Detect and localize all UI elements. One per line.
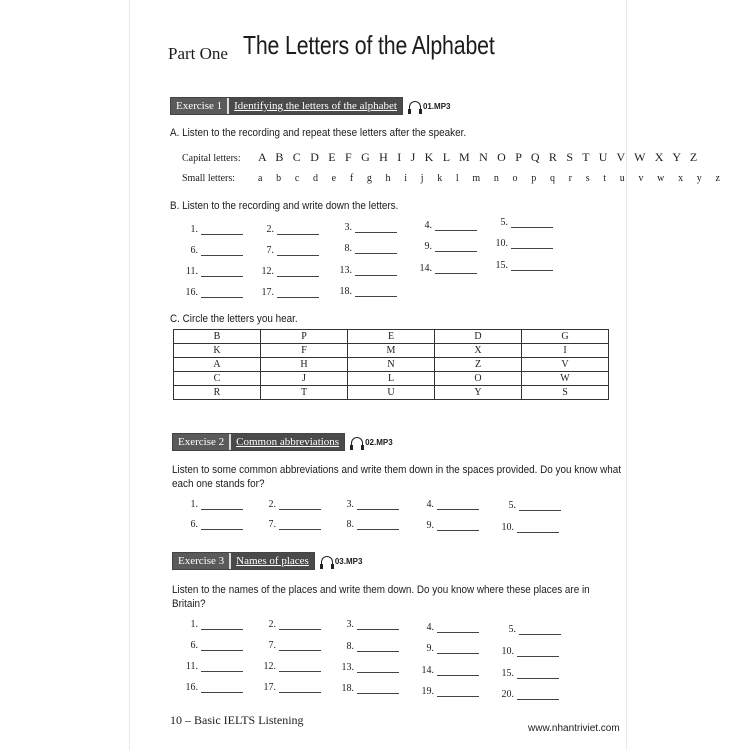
answer-blank[interactable] xyxy=(184,661,243,672)
blank-number: 6. xyxy=(190,245,198,256)
answer-blank[interactable] xyxy=(502,500,561,511)
letter-cell[interactable]: H xyxy=(261,358,348,372)
blank-number: 16. xyxy=(185,682,198,693)
blank-number: 11. xyxy=(185,661,198,672)
capital-letters: A B C D E F G H I J K L M N O P Q R S T U V W X Y Z xyxy=(258,150,701,164)
letter-cell[interactable]: D xyxy=(435,330,522,344)
blank-line[interactable] xyxy=(435,222,477,231)
blank-line[interactable] xyxy=(279,501,321,510)
blank-line[interactable] xyxy=(201,684,243,693)
exercise1-name: Identifying the letters of the alphabet xyxy=(229,98,402,114)
blank-number: 7. xyxy=(266,245,274,256)
blank-line[interactable] xyxy=(277,289,319,298)
letter-cell[interactable]: E xyxy=(348,330,435,344)
website-link[interactable]: www.nhantriviet.com xyxy=(528,723,620,734)
exercise3-audio[interactable] xyxy=(321,556,363,567)
blank-number: 14. xyxy=(419,263,432,274)
answer-blank[interactable] xyxy=(184,245,243,256)
blank-number: 10. xyxy=(501,522,514,533)
table-row xyxy=(174,330,609,344)
small-letters-label: Small letters: xyxy=(182,173,236,184)
answer-blank[interactable] xyxy=(184,499,243,510)
exercise2-banner xyxy=(172,433,345,451)
letter-cell[interactable]: K xyxy=(174,344,261,358)
answer-blank[interactable] xyxy=(262,661,321,672)
part-label: Part One xyxy=(168,44,228,63)
blank-line[interactable] xyxy=(511,240,553,249)
table-row xyxy=(174,386,609,400)
answer-blank[interactable] xyxy=(262,682,321,693)
blank-number: 5. xyxy=(500,217,508,228)
blank-line[interactable] xyxy=(357,685,399,694)
answer-blank[interactable] xyxy=(420,686,479,697)
blank-line[interactable] xyxy=(437,645,479,654)
blank-number: 3. xyxy=(346,499,354,510)
blank-line[interactable] xyxy=(201,268,243,277)
answer-blank[interactable] xyxy=(420,622,479,633)
exercise2-header xyxy=(172,433,393,451)
answer-blank[interactable] xyxy=(340,683,399,694)
exercise1-audio[interactable] xyxy=(409,101,451,112)
answer-blank[interactable] xyxy=(260,287,319,298)
page-footer: 10 – Basic IELTS Listening xyxy=(170,713,304,727)
answer-blank[interactable] xyxy=(338,265,397,276)
answer-blank[interactable] xyxy=(340,641,399,652)
blank-line[interactable] xyxy=(517,670,559,679)
exercise1-part-a: A. Listen to the recording and repeat these letters after the speaker. xyxy=(170,127,467,139)
page-title: The Letters of the Alphabet xyxy=(243,30,495,60)
blank-number: 4. xyxy=(424,220,432,231)
blank-number: 15. xyxy=(501,668,514,679)
letter-cell[interactable]: U xyxy=(348,386,435,400)
exercise3-number: Exercise 3 xyxy=(173,553,231,569)
answer-blank[interactable] xyxy=(494,238,553,249)
blank-number: 10. xyxy=(501,646,514,657)
answer-blank[interactable] xyxy=(260,266,319,277)
letter-cell[interactable]: X xyxy=(435,344,522,358)
blank-number: 5. xyxy=(508,500,516,511)
blank-line[interactable] xyxy=(357,521,399,530)
answer-blank[interactable] xyxy=(420,499,479,510)
answer-blank[interactable] xyxy=(340,519,399,530)
blank-number: 6. xyxy=(190,519,198,530)
letter-cell[interactable]: I xyxy=(522,344,609,358)
blank-line[interactable] xyxy=(355,224,397,233)
blank-line[interactable] xyxy=(201,642,243,651)
blank-number: 12. xyxy=(261,266,274,277)
letter-cell[interactable]: F xyxy=(261,344,348,358)
letter-cell[interactable]: S xyxy=(522,386,609,400)
blank-number: 12. xyxy=(263,661,276,672)
table-row xyxy=(174,358,609,372)
blank-line[interactable] xyxy=(201,289,243,298)
answer-blank[interactable] xyxy=(184,619,243,630)
blank-line[interactable] xyxy=(277,226,319,235)
letter-cell[interactable]: B xyxy=(174,330,261,344)
blank-number: 3. xyxy=(344,222,352,233)
exercise3-instruction: Listen to the names of the places and write them down. Do you know where these places are in Britain? xyxy=(172,584,590,610)
blank-line[interactable] xyxy=(357,664,399,673)
blank-line[interactable] xyxy=(355,267,397,276)
exercise1-banner xyxy=(170,97,403,115)
capital-letters-row xyxy=(182,150,700,165)
letter-cell[interactable]: G xyxy=(522,330,609,344)
blank-line[interactable] xyxy=(201,226,243,235)
blank-line[interactable] xyxy=(437,501,479,510)
blank-number: 16. xyxy=(185,287,198,298)
answer-blank[interactable] xyxy=(184,287,243,298)
answer-blank[interactable] xyxy=(338,222,397,233)
answer-blank[interactable] xyxy=(338,286,397,297)
letter-cell[interactable]: V xyxy=(522,358,609,372)
answer-blank[interactable] xyxy=(418,241,477,252)
blank-line[interactable] xyxy=(517,524,559,533)
blank-number: 15. xyxy=(495,260,508,271)
blank-number: 9. xyxy=(426,520,434,531)
blank-line[interactable] xyxy=(277,247,319,256)
exercise2-name: Common abbreviations xyxy=(231,434,344,450)
blank-line[interactable] xyxy=(355,288,397,297)
blank-number: 13. xyxy=(339,265,352,276)
letter-cell[interactable]: W xyxy=(522,372,609,386)
headphones-icon xyxy=(351,437,363,448)
letter-cell[interactable]: Z xyxy=(435,358,522,372)
letter-cell[interactable]: T xyxy=(261,386,348,400)
answer-blank[interactable] xyxy=(494,217,553,228)
answer-blank[interactable] xyxy=(418,263,477,274)
blank-number: 2. xyxy=(266,224,274,235)
answer-blank[interactable] xyxy=(420,665,479,676)
blank-number: 3. xyxy=(346,619,354,630)
letter-cell[interactable]: P xyxy=(261,330,348,344)
blank-line[interactable] xyxy=(519,502,561,511)
exercise1-header xyxy=(170,97,451,115)
exercise1-part-c: C. Circle the letters you hear. xyxy=(170,313,298,325)
answer-blank[interactable] xyxy=(338,243,397,254)
answer-blank[interactable] xyxy=(420,520,479,531)
blank-number: 8. xyxy=(346,519,354,530)
answer-blank[interactable] xyxy=(418,220,477,231)
answer-blank[interactable] xyxy=(262,640,321,651)
answer-blank[interactable] xyxy=(262,499,321,510)
small-letters-row xyxy=(182,172,726,184)
blank-line[interactable] xyxy=(517,648,559,657)
blank-number: 19. xyxy=(421,686,434,697)
blank-line[interactable] xyxy=(437,624,479,633)
exercise2-instruction: Listen to some common abbreviations and write them down in the spaces provided. Do you know what each one stands for? xyxy=(172,464,622,490)
blank-number: 13. xyxy=(341,662,354,673)
exercise2-audio[interactable] xyxy=(351,437,393,448)
blank-line[interactable] xyxy=(437,667,479,676)
blank-line[interactable] xyxy=(437,522,479,531)
blank-line[interactable] xyxy=(279,684,321,693)
blank-number: 2. xyxy=(268,499,276,510)
blank-number: 8. xyxy=(346,641,354,652)
blank-number: 18. xyxy=(341,683,354,694)
headphones-icon xyxy=(321,556,333,567)
blank-number: 1. xyxy=(190,619,198,630)
blank-number: 5. xyxy=(508,624,516,635)
letter-cell[interactable]: A xyxy=(174,358,261,372)
blank-line[interactable] xyxy=(357,501,399,510)
blank-line[interactable] xyxy=(435,243,477,252)
answer-blank[interactable] xyxy=(260,245,319,256)
blank-number: 17. xyxy=(261,287,274,298)
letter-cell[interactable]: C xyxy=(174,372,261,386)
blank-number: 9. xyxy=(424,241,432,252)
letter-cell[interactable]: R xyxy=(174,386,261,400)
blank-number: 9. xyxy=(426,643,434,654)
exercise3-header xyxy=(172,552,362,570)
answer-blank[interactable] xyxy=(184,682,243,693)
blank-number: 11. xyxy=(185,266,198,277)
blank-number: 10. xyxy=(495,238,508,249)
audio-track-label: 03.MP3 xyxy=(334,556,363,566)
blank-line[interactable] xyxy=(357,643,399,652)
headphones-icon xyxy=(409,101,421,112)
blank-line[interactable] xyxy=(277,268,319,277)
answer-blank[interactable] xyxy=(340,499,399,510)
exercise3-name: Names of places xyxy=(231,553,314,569)
blank-number: 2. xyxy=(268,619,276,630)
blank-number: 1. xyxy=(190,224,198,235)
letter-cell[interactable]: O xyxy=(435,372,522,386)
blank-line[interactable] xyxy=(201,247,243,256)
blank-number: 4. xyxy=(426,499,434,510)
blank-line[interactable] xyxy=(201,621,243,630)
blank-number: 6. xyxy=(190,640,198,651)
blank-line[interactable] xyxy=(279,521,321,530)
blank-number: 4. xyxy=(426,622,434,633)
answer-blank[interactable] xyxy=(184,266,243,277)
blank-line[interactable] xyxy=(519,626,561,635)
exercise3-banner xyxy=(172,552,315,570)
blank-number: 7. xyxy=(268,519,276,530)
answer-blank[interactable] xyxy=(262,519,321,530)
blank-line[interactable] xyxy=(517,691,559,700)
blank-line[interactable] xyxy=(511,219,553,228)
exercise1-part-b: B. Listen to the recording and write down the letters. xyxy=(170,200,399,212)
blank-line[interactable] xyxy=(201,521,243,530)
letter-cell[interactable]: Y xyxy=(435,386,522,400)
table-row xyxy=(174,372,609,386)
answer-blank[interactable] xyxy=(184,640,243,651)
blank-number: 18. xyxy=(339,286,352,297)
audio-track-label: 01.MP3 xyxy=(422,101,451,111)
answer-blank[interactable] xyxy=(500,668,559,679)
blank-line[interactable] xyxy=(511,262,553,271)
exercise2-number: Exercise 2 xyxy=(173,434,231,450)
blank-line[interactable] xyxy=(279,663,321,672)
answer-blank[interactable] xyxy=(494,260,553,271)
capital-letters-label: Capital letters: xyxy=(182,153,241,164)
answer-blank[interactable] xyxy=(184,519,243,530)
blank-number: 1. xyxy=(190,499,198,510)
blank-line[interactable] xyxy=(355,245,397,254)
letter-cell[interactable]: N xyxy=(348,358,435,372)
blank-number: 14. xyxy=(421,665,434,676)
letter-cell[interactable]: M xyxy=(348,344,435,358)
blank-number: 17. xyxy=(263,682,276,693)
letter-cell[interactable]: L xyxy=(348,372,435,386)
blank-line[interactable] xyxy=(279,642,321,651)
blank-line[interactable] xyxy=(437,688,479,697)
small-letters: a b c d e f g h i j k l m n o p q r s t u v w x y z xyxy=(258,173,726,184)
audio-track-label: 02.MP3 xyxy=(365,437,393,447)
letter-cell[interactable]: J xyxy=(261,372,348,386)
answer-blank[interactable] xyxy=(260,224,319,235)
letters-table xyxy=(173,329,609,400)
blank-line[interactable] xyxy=(357,621,399,630)
blank-line[interactable] xyxy=(279,621,321,630)
answer-blank[interactable] xyxy=(340,662,399,673)
answer-blank[interactable] xyxy=(500,646,559,657)
answer-blank[interactable] xyxy=(340,619,399,630)
answer-blank[interactable] xyxy=(420,643,479,654)
blank-number: 8. xyxy=(344,243,352,254)
blank-number: 20. xyxy=(501,689,514,700)
blank-line[interactable] xyxy=(435,265,477,274)
blank-number: 7. xyxy=(268,640,276,651)
blank-line[interactable] xyxy=(201,663,243,672)
table-row xyxy=(174,344,609,358)
answer-blank[interactable] xyxy=(500,689,559,700)
answer-blank[interactable] xyxy=(502,624,561,635)
answer-blank[interactable] xyxy=(500,522,559,533)
answer-blank[interactable] xyxy=(184,224,243,235)
exercise1-number: Exercise 1 xyxy=(171,98,229,114)
blank-line[interactable] xyxy=(201,501,243,510)
answer-blank[interactable] xyxy=(262,619,321,630)
